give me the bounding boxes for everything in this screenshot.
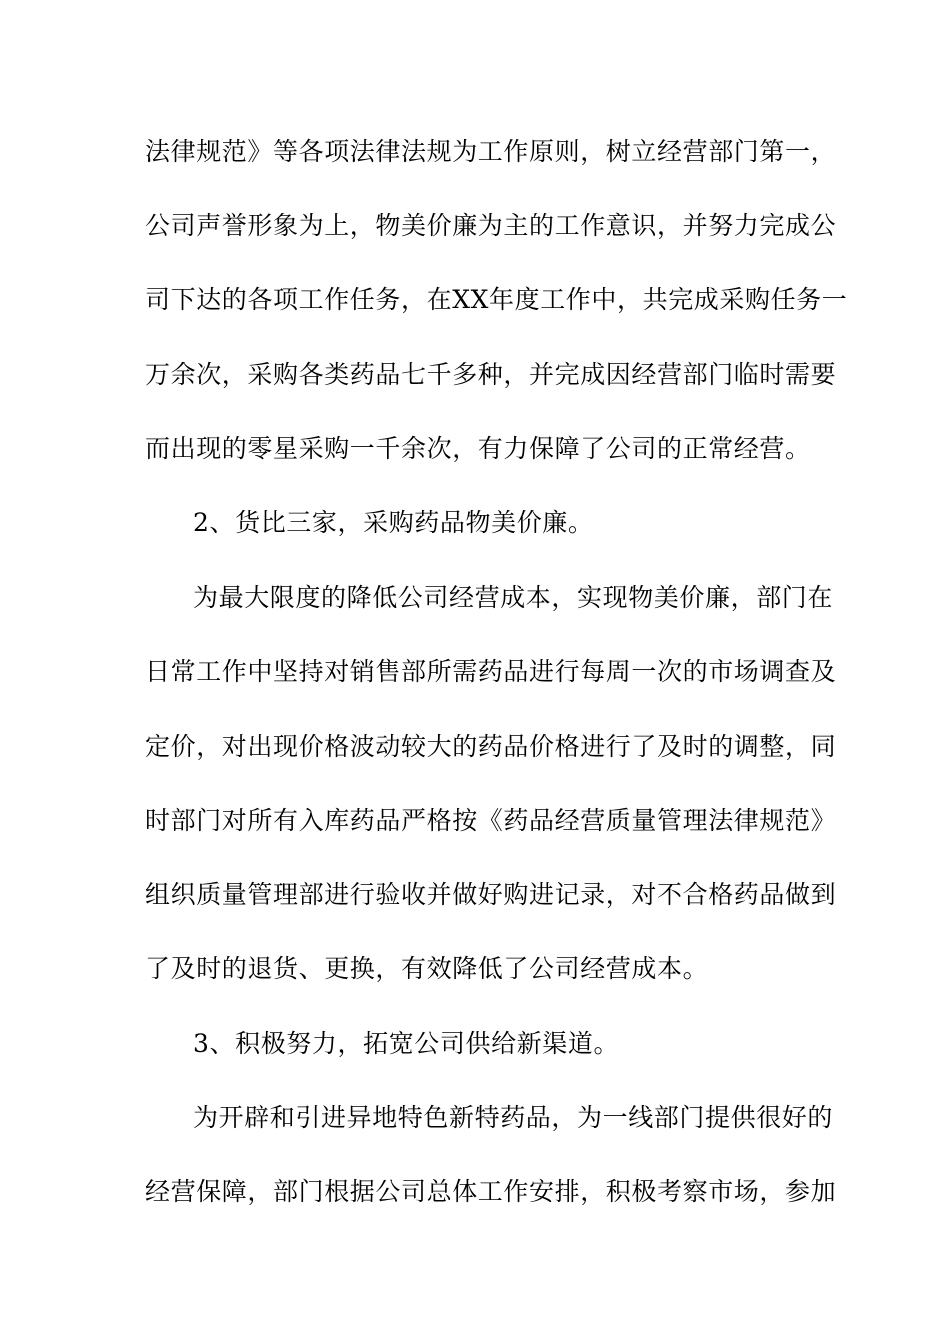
body-text-line: 为开辟和引进异地特色新特药品，为一线部门提供很好的 (193, 1103, 834, 1132)
body-text-line: 日常工作中坚持对销售部所需药品进行每周一次的市场调查及 (145, 657, 837, 686)
body-text-line: 组织质量管理部进行验收并做好购进记录，对不合格药品做到 (145, 880, 837, 909)
body-text-line: 为最大限度的降低公司经营成本，实现物美价廉，部门在 (193, 583, 834, 612)
body-text-line: 时部门对所有入库药品严格按《药品经营质量管理法律规范》 (145, 806, 837, 835)
body-text-line: 法律规范》等各项法律法规为工作原则，树立经营部门第一， (145, 137, 837, 166)
body-text-line: 经营保障，部门根据公司总体工作安排，积极考察市场，参加 (145, 1177, 837, 1206)
body-text-line: 万余次，采购各类药品七千多种，并完成因经营部门临时需要 (145, 360, 837, 389)
section-heading: 2、货比三家，采购药品物美价廉。 (193, 508, 594, 537)
body-text-line: 了及时的退货、更换，有效降低了公司经营成本。 (145, 954, 709, 983)
body-text-line: 而出现的零星采购一千余次，有力保障了公司的正常经营。 (145, 434, 811, 463)
body-text-line: 定价，对出现价格波动较大的药品价格进行了及时的调整，同 (145, 732, 837, 761)
section-heading: 3、积极努力，拓宽公司供给新渠道。 (193, 1029, 620, 1058)
body-text-line: 公司声誉形象为上，物美价廉为主的工作意识，并努力完成公 (145, 211, 837, 240)
body-text-line: 司下达的各项工作任务，在XX年度工作中，共完成采购任务一 (145, 285, 848, 314)
